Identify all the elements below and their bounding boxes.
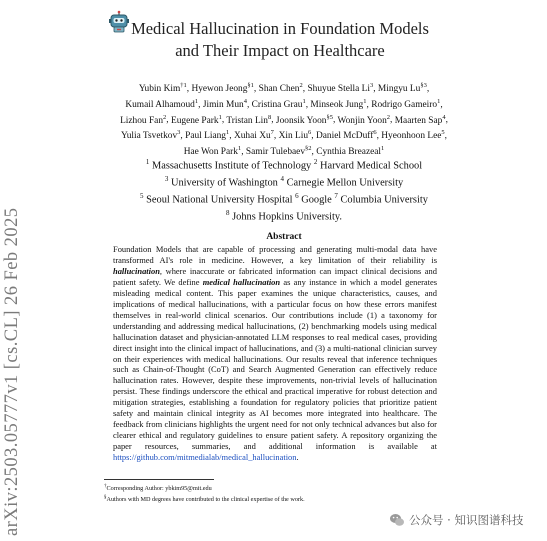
affiliation-line (104, 207, 464, 224)
wechat-watermark (389, 512, 523, 528)
affiliation-name: Seoul National University Hospital (146, 194, 293, 206)
affiliation-number: 1 (145, 158, 150, 166)
affiliation-number: 3 (164, 175, 169, 184)
author-name: Samir Tulebaev (245, 147, 306, 157)
author-name: Wonjin Yoon (337, 115, 387, 126)
affiliation-number: 6 (295, 192, 299, 201)
affiliation-line (104, 190, 464, 207)
abstract-emphasis: hallucination (113, 265, 160, 276)
author-name: Rodrigo Gameiro (371, 99, 438, 110)
author-name: Xuhai Xu (233, 131, 271, 142)
author-name: Yubin Kim (138, 84, 181, 95)
author-name: Xin Liu (278, 131, 309, 142)
abstract-emphasis: medical hallucination (202, 276, 281, 287)
author-name: Paul Liang (185, 131, 226, 142)
author (259, 84, 303, 94)
arxiv-identifier: arXiv:2503.05777v1 [cs.CL] 26 Feb 2025 (2, 207, 22, 536)
author (310, 97, 367, 110)
abstract-heading: Abstract (266, 232, 302, 242)
author (125, 97, 199, 110)
author-name: Shan Chen (258, 84, 300, 95)
author-affiliation-mark: 1 (237, 144, 242, 152)
author-affiliation-mark: 2 (386, 113, 391, 121)
author (378, 84, 427, 94)
author-affiliation-mark: §3 (420, 82, 427, 89)
author-affiliation-mark: †1 (180, 82, 187, 89)
author (226, 113, 272, 126)
affiliation-name: Columbia University (340, 194, 428, 206)
author-affiliation-mark: 5 (441, 129, 445, 137)
author-name: Cristina Grau (251, 99, 303, 110)
author-affiliation-mark: 1 (226, 129, 230, 137)
affiliation-line (104, 156, 464, 173)
affiliation-line (104, 173, 464, 190)
author (139, 84, 187, 94)
footnote-text: Authors with MD degrees have contributed to the clinical expertise of the work. (106, 496, 305, 504)
author-affiliation-mark: 1 (194, 97, 199, 105)
author-name: Kumail Alhamoud (125, 99, 195, 110)
author-affiliation-mark: 3 (177, 129, 181, 137)
author-affiliation-mark: 1 (302, 97, 306, 105)
author-affiliation-mark: 4 (243, 97, 247, 105)
author-name: Joonsik Yoon (275, 115, 327, 126)
author-affiliation-mark: 8 (267, 113, 272, 121)
affiliation-number: 2 (313, 158, 318, 166)
robot-logo-icon (107, 10, 131, 34)
author-affiliation-mark: §2 (305, 144, 312, 152)
author (121, 131, 180, 141)
author (234, 131, 274, 141)
author-name: Eugene Park (170, 115, 219, 126)
wechat-icon (389, 512, 405, 528)
affiliation-number: 7 (334, 192, 338, 201)
abstract-text: as any instance in which a model generates misleading medical content. This paper examines the unique characteristics, causes, and implications of medical hallucinations, with a particular focus on how these errors manifest themselves in real-world clinical scenarios. Our contributions include (1) a taxonomy for understanding and addressing medical hallucinations, (2) benchmarking models using medical hallucination dataset and physician-annotated LLM responses to real medical cases, providing direct insight into the clinical impact of hallucinations, and (3) a multi-national clinician survey on their experiences with medical hallucinations. Our results reveal that inference techniques such as Chain-of-Thought (CoT) and Search Augmented Generation can effectively reduce hallucination rates. However, despite these improvements, non-trivial levels of hallucination persist. These findings underscore the ethical and practical imperative for robust detection and mitigation strategies, establishing a foundation for regulatory policies that prioritize patient safety and maintain clinical integrity as AI becomes more integrated into healthcare. The feedback from clinicians highlights the urgent need for not only technical advances but also for clearer ethical and regulatory guidelines to ensure patient safety. A repository organizing the paper resources, summaries, and additional information is available at (113, 276, 438, 452)
affiliation-name: Google (301, 194, 332, 206)
author (381, 131, 444, 141)
author-affiliation-mark: 2 (163, 113, 167, 121)
author-name: Tristan Lin (226, 115, 268, 126)
author-affiliation-mark: 4 (442, 113, 446, 121)
footnote-corresponding-author (104, 482, 464, 493)
author (337, 113, 391, 126)
footnotes (104, 482, 464, 504)
author-name: Minseok Jung (310, 99, 364, 110)
author-list: Yubin Kim$^{\dagger 1}$, Hyewon Jeong$^{\S 1}$, Shan Chen$^2$, Shuyue Stella Li$^3$, Mingyu Lu$^{\S 3}$, Kumail Alhamoud$^1$, Jimin Mun$^4$, Cristina Grau$^1$, Minseok Jung$^1$, Rodrigo Gameiro$^1$, Lizhou Fan$^2$, Eugene Park$^1$, Tristan Lin$^8$, Joonsik Yoon$^{\S 5}$, Wonjin Yoon$^2$, Maarten Sap$^4$, Yulia Tsvetkov$^3$, Paul Liang$^1$, Xuhai Xu$^7$, Xin Liu$^6$, Daniel McDuff$^6$, Hyeonhoon Lee$^5$, Hae Won Park$^1$, Samir Tulebaev$^{\S 2}$, Cynthia Breazeal$^1$ (120, 82, 448, 157)
author-affiliation-mark: 2 (299, 82, 303, 89)
author-name: Yulia Tsvetkov (120, 131, 178, 142)
abstract-text: Foundation Models that are capable of processing and generating multi-modal data have transformed AI's role in medicine. However, a key limitation of their reliability is (113, 244, 437, 265)
affiliation-name: Harvard Medical School (319, 160, 423, 172)
author-affiliation-mark: §5 (326, 113, 333, 121)
affiliation-number: 4 (280, 175, 284, 184)
author (275, 113, 333, 126)
affiliation-name: Carnegie Mellon University (286, 177, 404, 189)
author-affiliation-mark: 6 (373, 129, 377, 137)
title-line-1: Medical Hallucination in Foundation Models (131, 19, 429, 38)
abstract-body (113, 244, 437, 463)
footnote-rule (104, 479, 214, 480)
author (307, 84, 373, 94)
affiliation-number: 5 (140, 192, 144, 201)
author (394, 113, 446, 126)
footnote-md-authors (104, 493, 464, 504)
title-line-2: and Their Impact on Healthcare (175, 41, 385, 60)
author (279, 131, 312, 141)
author-affiliation-mark: 1 (381, 144, 385, 152)
watermark-text: 公众号 · 知识图谱科技 (409, 513, 524, 527)
abstract-text: . (296, 452, 299, 463)
author-name: Cynthia Breazeal (316, 147, 382, 157)
author-name: Lizhou Fan (120, 115, 164, 126)
footnote-mark: § (104, 495, 107, 501)
author (202, 97, 247, 110)
footnote-mark: † (104, 484, 107, 489)
author (316, 131, 377, 141)
affiliation-name: Massachusetts Institute of Technology (151, 160, 312, 172)
author (371, 97, 441, 110)
author-name: Hae Won Park (183, 147, 238, 157)
affiliation-name: Johns Hopkins University. (232, 211, 342, 223)
author (185, 131, 229, 141)
affiliation-name: University of Washington (170, 177, 278, 189)
author-affiliation-mark: §1 (247, 82, 254, 89)
author-name: Mingyu Lu (377, 84, 421, 95)
author-affiliation-mark: 1 (218, 113, 222, 121)
author (170, 113, 222, 126)
footnote-text: Corresponding Author: ybkim95@mit.edu (106, 485, 212, 493)
affiliation-list (104, 156, 464, 224)
author-affiliation-mark: 1 (437, 97, 441, 105)
author-name: Hyeonhoon Lee (381, 131, 442, 142)
author-affiliation-mark: 6 (308, 129, 312, 137)
author-name: Shuyue Stella Li (307, 84, 370, 95)
author-name: Maarten Sap (394, 115, 443, 126)
abstract-text: , where inaccurate or fabricated information can impact clinical decisions and patient safety. We define (113, 265, 437, 287)
author-affiliation-mark: 3 (369, 82, 374, 89)
author-affiliation-mark: 1 (363, 97, 367, 105)
author (120, 113, 167, 126)
author (251, 97, 306, 110)
author-name: Hyewon Jeong (191, 84, 248, 95)
affiliation-number: 8 (226, 209, 230, 218)
paper-title (130, 18, 430, 62)
author-affiliation-mark: 7 (270, 129, 274, 137)
author (191, 84, 253, 94)
repository-link[interactable]: https://github.com/mitmedialab/medical_hallucination (113, 452, 297, 463)
author-name: Daniel McDuff (315, 131, 374, 142)
author-name: Jimin Mun (202, 99, 244, 110)
